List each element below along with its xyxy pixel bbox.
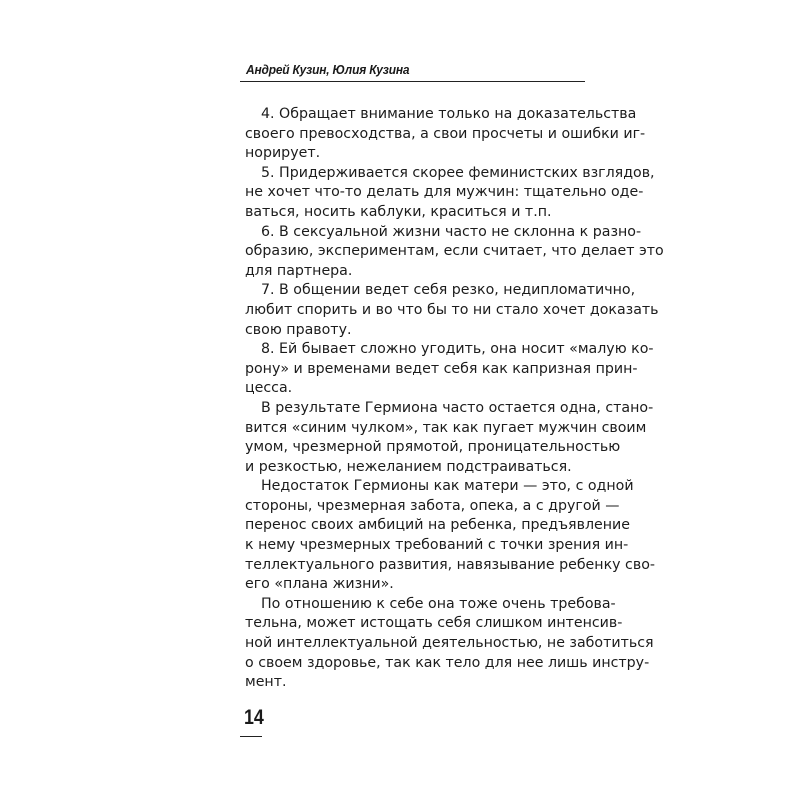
text-line: умом, чрезмерной прямотой, проницательностью [245,439,621,456]
text-line: норирует. [245,145,321,162]
header-rule [240,81,585,82]
paragraph [245,105,646,164]
paragraph [245,595,654,693]
text-line: для партнера. [245,262,353,279]
text-line: теллектуального развития, навязывание ребенку сво- [245,556,656,573]
text-line: свою правоту. [245,321,352,338]
paragraph [245,164,655,223]
text-line: ваться, носить каблуки, краситься и т.п. [245,203,552,220]
text-line: 5. Придерживается скорее феминистских взглядов, [261,164,655,181]
text-line: 4. Обращает внимание только на доказательства [261,106,637,122]
text-line: мент. [245,674,287,691]
page-number: 14 [244,706,264,729]
text-line: рону» и временами ведет себя как капризная прин- [245,360,638,377]
text-line: о своем здоровье, так как тело для нее лишь инстру- [245,654,650,671]
text-line: 8. Ей бывает сложно угодить, она носит «малую ко- [261,341,654,358]
text-line: В результате Гермиона часто остается одна, стано- [261,399,654,416]
paragraph [245,340,654,399]
text-line: своего превосходства, а свои просчеты и ошибки иг- [245,125,646,142]
text-line: его «плана жизни». [245,576,394,593]
text-line: тельна, может истощать себя слишком интенсив- [245,615,623,632]
paragraph [245,477,656,595]
text-line: 6. В сексуальной жизни часто не склонна к разно- [261,223,642,240]
text-line: стороны, чрезмерная забота, опека, а с другой — [245,497,620,514]
paragraph [245,223,664,282]
page-number-rule [240,736,262,737]
text-line: перенос своих амбиций на ребенка, предъявление [245,517,630,534]
text-line: к нему чрезмерных требований с точки зрения ин- [245,537,629,554]
text-line: не хочет что-то делать для мужчин: тщательно оде- [245,184,644,201]
text-line: образию, экспериментам, если считает, что делает это [245,243,664,260]
text-line: вится «синим чулком», так как пугает мужчин своим [245,419,647,436]
text-line: По отношению к себе она тоже очень требова- [261,595,616,612]
text-line: цесса. [245,380,293,397]
running-head-authors: Андрей Кузин, Юлия Кузина [246,62,410,77]
text-line: и резкостью, нежеланием подстраиваться. [245,458,572,475]
text-line: любит спорить и во что бы то ни стало хочет доказать [245,301,659,318]
paragraph [245,281,659,340]
text-line: ной интеллектуальной деятельностью, не заботиться [245,635,654,652]
text-line: Недостаток Гермионы как матери — это, с одной [261,478,634,495]
paragraph [245,399,654,477]
body-text [245,105,664,693]
text-line: 7. В общении ведет себя резко, недипломатично, [261,282,636,299]
